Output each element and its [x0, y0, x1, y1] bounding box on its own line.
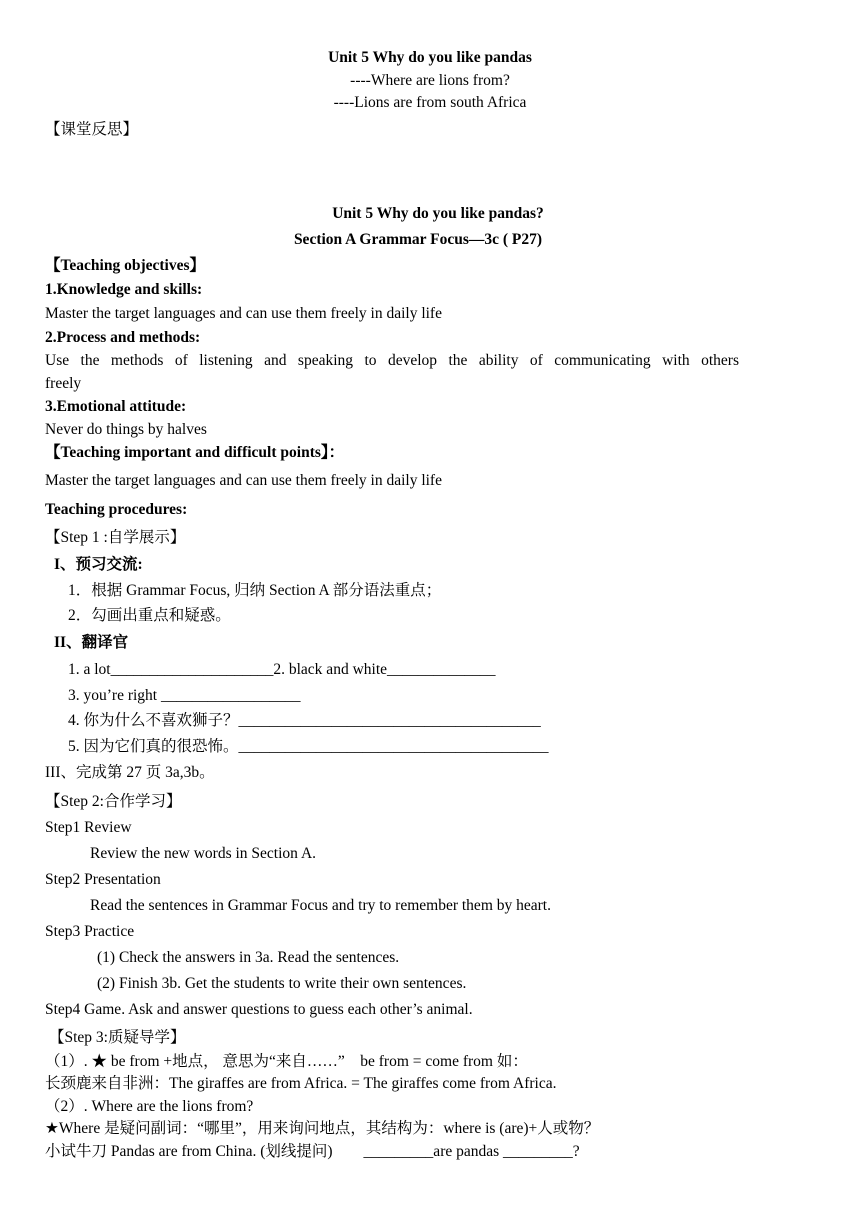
- emotional-text: Never do things by halves: [45, 421, 207, 438]
- review-text: Review the new words in Section A.: [90, 845, 317, 862]
- game-text: Step4 Game. Ask and answer questions to guess each other’s animal.: [45, 1001, 473, 1018]
- step3-line-3: （2）. Where are the lions from?: [45, 1098, 254, 1115]
- lesson-subtitle: Section A Grammar Focus—3c ( P27): [293, 231, 543, 248]
- step3-heading: 【Step 3:质疑导学】: [49, 1029, 186, 1046]
- header-title: Unit 5 Why do you like pandas: [328, 49, 532, 66]
- header-dialog-answer: ----Lions are from south Africa: [333, 94, 527, 111]
- presentation-text: Read the sentences in Grammar Focus and try to remember them by heart.: [90, 897, 551, 914]
- step3-line-5: 小试牛刀 Pandas are from China. (划线提问) _________are pandas _________?: [45, 1143, 580, 1160]
- points-text: Master the target languages and can use them freely in daily life: [45, 472, 442, 489]
- step3-line-1: （1）. ★ be from +地点， 意思为“来自……” be from = come from 如：: [45, 1053, 528, 1070]
- translate-item-4: 4. 你为什么不喜欢狮子？_______________________________________: [68, 712, 541, 729]
- reflection-heading: 【课堂反思】: [45, 121, 139, 138]
- points-heading: 【Teaching important and difficult points】：: [45, 444, 345, 461]
- translate-item-5: 5. 因为它们真的很恐怖。________________________________________: [68, 738, 549, 755]
- knowledge-heading: 1.Knowledge and skills:: [45, 281, 203, 298]
- lesson-title: Unit 5 Why do you like pandas?: [332, 205, 544, 222]
- step1-translate-heading: II、翻译官: [54, 634, 129, 651]
- translate-item-3: 3. you’re right __________________: [68, 687, 301, 704]
- step1-heading: 【Step 1 :自学展示】: [45, 529, 186, 546]
- step1-complete-task: III、完成第 27 页 3a,3b。: [45, 764, 215, 781]
- header-dialog-question: ----Where are lions from?: [350, 72, 510, 89]
- practice-item-1: (1) Check the answers in 3a. Read the sentences.: [97, 949, 400, 966]
- step2-heading: 【Step 2:合作学习】: [45, 793, 182, 810]
- objectives-heading: 【Teaching objectives】: [45, 257, 206, 274]
- process-heading: 2.Process and methods:: [45, 329, 201, 346]
- step3-line-2: 长颈鹿来自非洲：The giraffes are from Africa. = The giraffes come from Africa.: [45, 1075, 557, 1092]
- translate-item-1-2: 1. a lot_____________________2. black and white______________: [68, 661, 496, 678]
- emotional-heading: 3.Emotional attitude:: [45, 398, 187, 415]
- step1-preview-item2: 2．勾画出重点和疑惑。: [68, 607, 231, 624]
- process-text-line2: freely: [45, 375, 82, 392]
- process-text-line1: Use the methods of listening and speaking to develop the ability of communicating with others: [45, 352, 739, 369]
- step1-preview-item1: 1．根据 Grammar Focus, 归纳 Section A 部分语法重点；: [68, 582, 442, 599]
- review-heading: Step1 Review: [45, 819, 132, 836]
- presentation-heading: Step2 Presentation: [45, 871, 161, 888]
- knowledge-text: Master the target languages and can use them freely in daily life: [45, 305, 442, 322]
- procedures-heading: Teaching procedures:: [45, 501, 188, 518]
- step3-line-4: ★Where 是疑问副词：“哪里”，用来询问地点，其结构为：where is (are)+人或物？: [45, 1120, 600, 1137]
- step1-preview-heading: I、预习交流:: [54, 556, 143, 573]
- practice-heading: Step3 Practice: [45, 923, 135, 940]
- practice-item-2: (2) Finish 3b. Get the students to write their own sentences.: [97, 975, 467, 992]
